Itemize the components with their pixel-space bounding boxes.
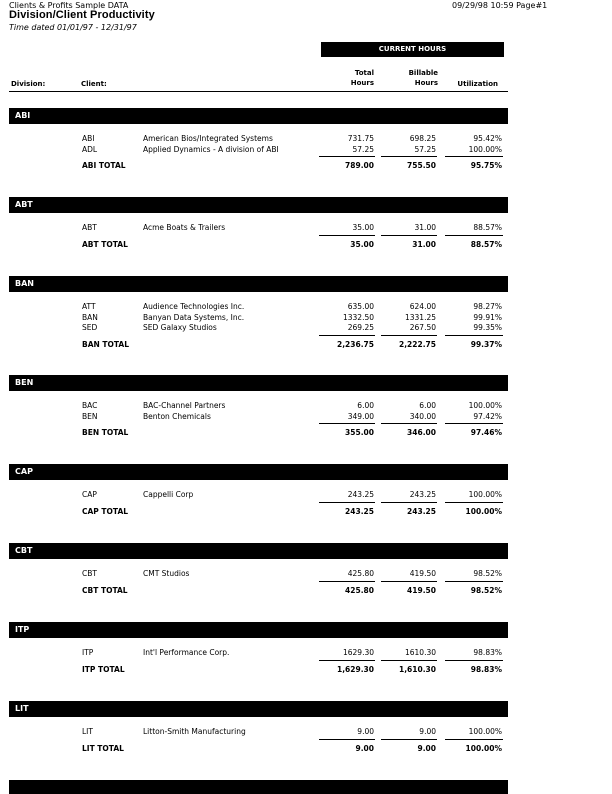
division-utilization: 97.46%	[470, 428, 502, 437]
client-name: Audience Technologies Inc.	[143, 302, 245, 311]
client-total-hours: 1332.50	[342, 312, 374, 322]
client-row	[9, 400, 508, 411]
client-billable-hours: 698.25	[409, 134, 436, 143]
client-code: SED	[82, 323, 98, 332]
client-name: Benton Chemicals	[143, 411, 211, 421]
client-total-hours: 1629.30	[342, 648, 374, 657]
client-code: BAN	[82, 312, 98, 322]
client-utilization: 98.27%	[473, 302, 502, 311]
client-billable-hours: 1610.30	[404, 648, 436, 657]
client-billable-hours: 57.25	[414, 144, 436, 154]
division-total-hours: 2,236.75	[336, 339, 374, 349]
total-rule	[319, 502, 375, 503]
division-cbt	[9, 543, 508, 595]
client-name: Applied Dynamics - A division of ABI	[143, 144, 279, 154]
column-billable-hours: Billable Hours	[408, 69, 438, 87]
total-rule	[445, 581, 503, 582]
division-bar: BAN	[9, 276, 508, 292]
division-bar: BEN	[9, 375, 508, 391]
division-total-row	[9, 160, 508, 171]
client-name: Litton-Smith Manufacturing	[143, 727, 246, 736]
total-label: LIT TOTAL	[82, 743, 124, 753]
division-bar: CAP	[9, 464, 508, 480]
total-rule	[319, 660, 375, 661]
client-code: ABT	[82, 223, 97, 232]
division-billable-hours: 419.50	[407, 585, 436, 595]
division-utilization: 99.37%	[470, 339, 502, 349]
client-code: ITP	[82, 648, 94, 657]
client-billable-hours: 267.50	[409, 323, 436, 332]
division-billable-hours: 346.00	[407, 428, 436, 437]
client-utilization: 95.42%	[473, 134, 502, 143]
client-utilization: 100.00%	[468, 727, 502, 736]
division-total-hours: 9.00	[355, 743, 374, 753]
client-row	[9, 647, 508, 658]
company-name: Clients & Profits Sample DATA	[9, 1, 129, 10]
client-total-hours: 349.00	[347, 411, 374, 421]
division-billable-hours: 9.00	[417, 743, 436, 753]
client-billable-hours: 624.00	[409, 302, 436, 311]
total-rule	[319, 739, 375, 740]
total-rule	[445, 235, 503, 236]
division-total-row	[9, 427, 508, 438]
total-rule	[445, 502, 503, 503]
division-total-row	[9, 506, 508, 517]
client-name: American Bios/Integrated Systems	[143, 134, 273, 143]
client-name: Cappelli Corp	[143, 490, 194, 499]
division-abt	[9, 197, 508, 249]
division-billable-hours: 2,222.75	[398, 339, 436, 349]
client-billable-hours: 340.00	[409, 411, 436, 421]
client-row	[9, 312, 508, 323]
total-label: CBT TOTAL	[82, 585, 128, 595]
print-stamp: 09/29/98 10:59 Page#1	[452, 1, 548, 10]
client-code: ADL	[82, 144, 98, 154]
total-rule	[445, 335, 503, 336]
total-rule	[445, 660, 503, 661]
total-rule	[381, 423, 437, 424]
client-name: SED Galaxy Studios	[143, 323, 217, 332]
division-billable-hours: 755.50	[407, 161, 436, 170]
division-total-hours: 1,629.30	[336, 664, 374, 674]
client-utilization: 100.00%	[468, 144, 502, 154]
division-billable-hours: 1,610.30	[398, 664, 436, 674]
client-utilization: 98.52%	[473, 569, 502, 578]
client-total-hours: 635.00	[347, 302, 374, 311]
column-division: Division:	[11, 80, 46, 88]
client-code: ATT	[82, 302, 96, 311]
total-rule	[319, 581, 375, 582]
client-utilization: 98.83%	[473, 648, 502, 657]
total-rule	[319, 423, 375, 424]
division-utilization: 88.57%	[470, 239, 502, 249]
total-label: ITP TOTAL	[82, 664, 125, 674]
division-itp	[9, 622, 508, 674]
client-total-hours: 6.00	[357, 401, 374, 410]
division-total-hours: 789.00	[345, 161, 374, 170]
total-label: CAP TOTAL	[82, 506, 129, 516]
client-name: Acme Boats & Trailers	[143, 223, 226, 232]
division-bar: ABT	[9, 197, 508, 213]
total-label: ABT TOTAL	[82, 239, 128, 249]
division-total-row	[9, 339, 508, 350]
client-row	[9, 489, 508, 500]
total-rule	[319, 235, 375, 236]
client-utilization: 100.00%	[468, 401, 502, 410]
client-utilization: 88.57%	[473, 223, 502, 232]
total-rule	[381, 660, 437, 661]
total-rule	[381, 739, 437, 740]
total-rule	[319, 156, 375, 157]
total-rule	[381, 581, 437, 582]
total-rule	[319, 335, 375, 336]
client-utilization: 99.91%	[473, 312, 502, 322]
division-utilization: 95.75%	[470, 161, 502, 170]
client-total-hours: 35.00	[352, 223, 374, 232]
total-rule	[445, 156, 503, 157]
client-total-hours: 731.75	[347, 134, 374, 143]
client-utilization: 100.00%	[468, 490, 502, 499]
client-code: ABI	[82, 134, 95, 143]
client-billable-hours: 419.50	[409, 569, 436, 578]
division-billable-hours: 243.25	[407, 506, 436, 516]
client-name: CMT Studios	[143, 569, 190, 578]
total-rule	[445, 423, 503, 424]
client-code: CBT	[82, 569, 97, 578]
client-code: BAC	[82, 401, 98, 410]
client-row	[9, 301, 508, 312]
client-total-hours: 425.80	[347, 569, 374, 578]
division-utilization: 98.52%	[470, 585, 502, 595]
client-total-hours: 269.25	[347, 323, 374, 332]
client-code: LIT	[82, 727, 93, 736]
division-lit	[9, 701, 508, 753]
client-utilization: 99.35%	[473, 323, 502, 332]
division-total-row	[9, 743, 508, 754]
column-client: Client:	[81, 80, 107, 88]
total-rule	[381, 335, 437, 336]
total-rule	[381, 235, 437, 236]
client-billable-hours: 31.00	[414, 223, 436, 232]
total-label: ABI TOTAL	[82, 161, 126, 170]
client-total-hours: 57.25	[352, 144, 374, 154]
client-row	[9, 144, 508, 155]
column-total-hours: Total Hours	[350, 69, 374, 87]
division-total-row	[9, 239, 508, 250]
client-row	[9, 133, 508, 144]
division-total-hours: 243.25	[345, 506, 374, 516]
client-row	[9, 222, 508, 233]
report-title: Division/Client Productivity	[9, 9, 155, 21]
division-total-hours: 425.80	[345, 585, 374, 595]
client-row	[9, 322, 508, 333]
division-ban	[9, 276, 508, 349]
division-utilization: 100.00%	[465, 506, 502, 516]
total-rule	[381, 502, 437, 503]
division-bar: ITP	[9, 622, 508, 638]
client-row	[9, 568, 508, 579]
division-ben	[9, 375, 508, 437]
client-code: CAP	[82, 490, 97, 499]
division-total-row	[9, 664, 508, 675]
division-total-hours: 355.00	[345, 428, 374, 437]
division-abi	[9, 108, 508, 170]
client-utilization: 97.42%	[473, 411, 502, 421]
client-row	[9, 726, 508, 737]
total-rule	[445, 739, 503, 740]
column-utilization: Utilization	[457, 80, 498, 88]
division-total-hours: 35.00	[350, 239, 374, 249]
current-hours-header: CURRENT HOURS	[321, 42, 504, 57]
total-rule	[381, 156, 437, 157]
client-name: BAC-Channel Partners	[143, 401, 226, 410]
division-bar: CBT	[9, 543, 508, 559]
division-bar: LIT	[9, 701, 508, 717]
division-utilization: 98.83%	[470, 664, 502, 674]
client-code: BEN	[82, 411, 98, 421]
client-name: Int'l Performance Corp.	[143, 648, 230, 657]
division-billable-hours: 31.00	[412, 239, 436, 249]
client-billable-hours: 6.00	[419, 401, 436, 410]
client-name: Banyan Data Systems, Inc.	[143, 312, 245, 322]
total-label: BEN TOTAL	[82, 428, 129, 437]
division-cap	[9, 464, 508, 516]
total-label: BAN TOTAL	[82, 339, 130, 349]
division-total-row	[9, 585, 508, 596]
header-rule	[9, 91, 508, 92]
division-bar: ABI	[9, 108, 508, 124]
date-range: Time dated 01/01/97 - 12/31/97	[9, 23, 137, 32]
client-billable-hours: 9.00	[419, 727, 436, 736]
client-billable-hours: 243.25	[409, 490, 436, 499]
division-utilization: 100.00%	[465, 743, 502, 753]
client-total-hours: 243.25	[347, 490, 374, 499]
client-total-hours: 9.00	[357, 727, 374, 736]
client-billable-hours: 1331.25	[404, 312, 436, 322]
client-row	[9, 411, 508, 422]
